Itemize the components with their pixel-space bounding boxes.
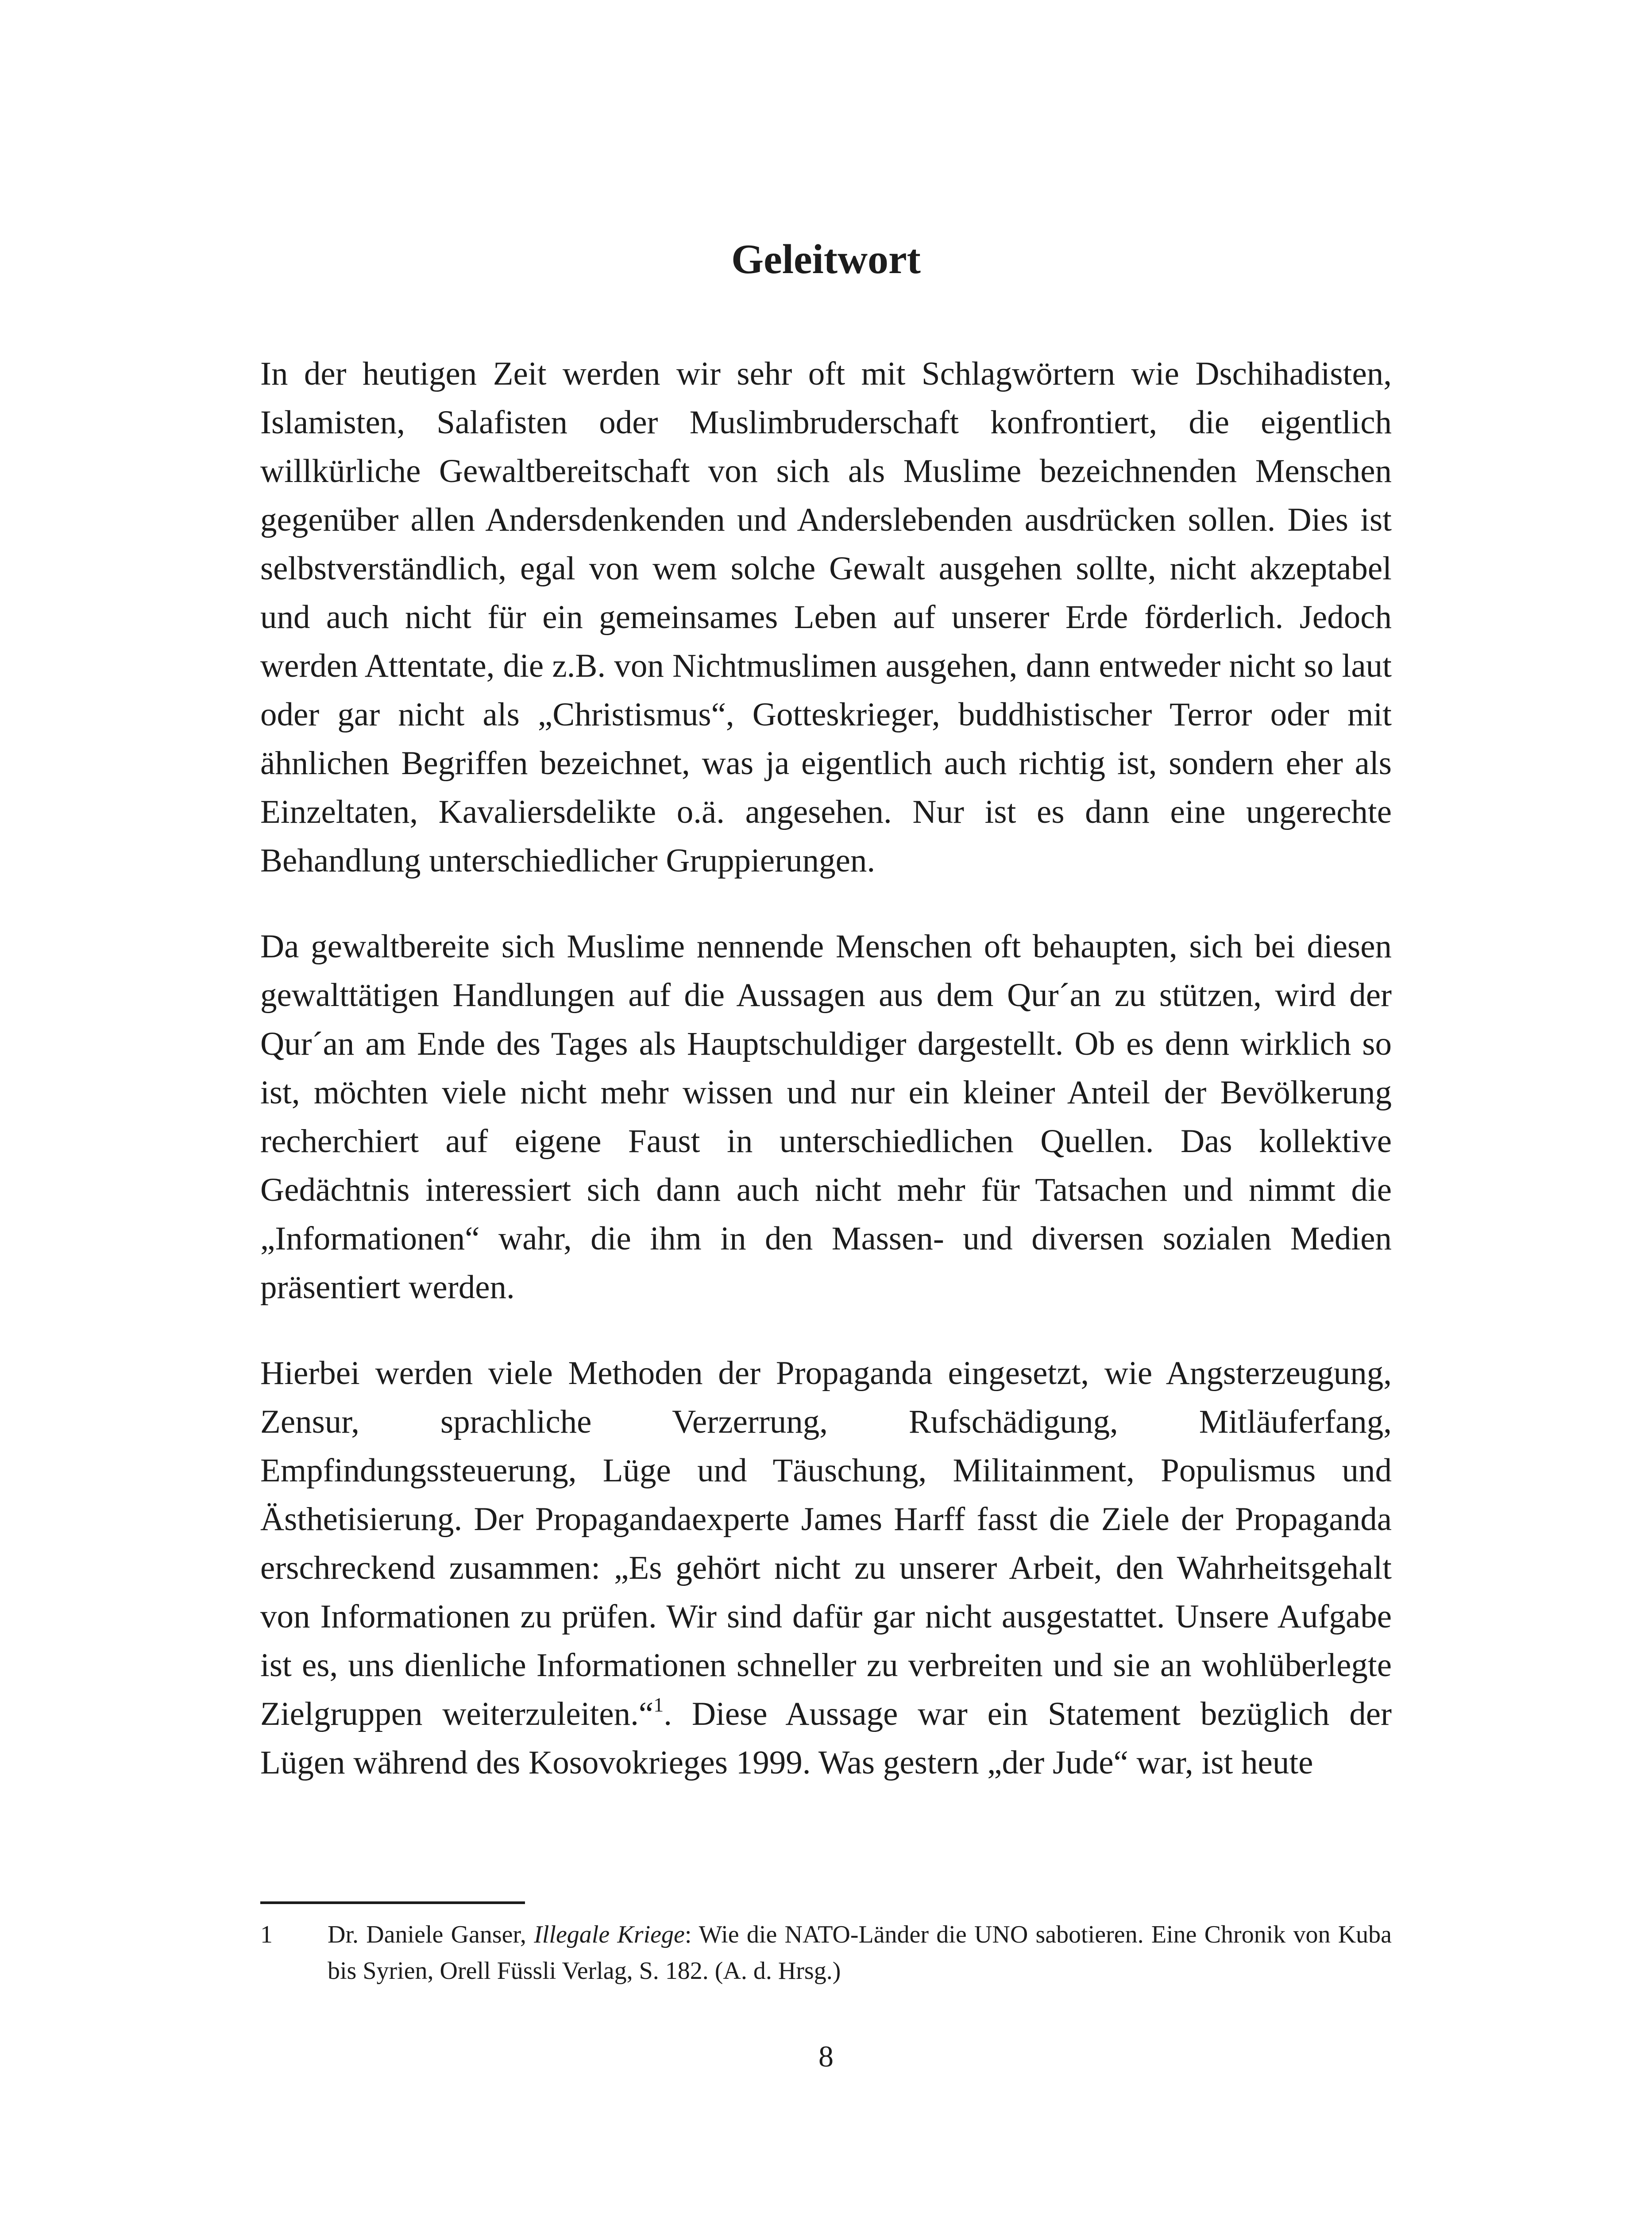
paragraph-3-text-after-ref: . Diese Aussage war ein Statement bezüglich der Lügen während des Kosovokrieges 1999. Was gestern „der Jude“ war, ist heute bbox=[260, 1696, 1392, 1781]
footnote bbox=[260, 1916, 1392, 1989]
footnote-divider bbox=[260, 1901, 525, 1904]
footnote-rest: : Wie die NATO-Länder die UNO sabotieren. Eine Chronik von Kuba bis Syrien, Orell Füssli Verlag, S. 182. (A. d. Hrsg.) bbox=[328, 1921, 1392, 1985]
page-title: Geleitwort bbox=[731, 236, 921, 282]
footnote-book-title: Illegale Kriege bbox=[534, 1921, 685, 1948]
footnote-author: Dr. Daniele Ganser, bbox=[328, 1921, 526, 1948]
paragraph-2: Da gewaltbereite sich Muslime nennende Menschen oft behaupten, sich bei diesen gewalttätigen Handlungen auf die Aussagen aus dem Qur´an zu stützen, wird der Qur´an am Ende des Tages als Hauptschuldiger dargestellt. Ob es denn wirklich so ist, möchten viele nicht mehr wissen und nur ein kleiner Anteil der Bevölkerung recherchiert auf eigene Faust in unterschiedlichen Quellen. Das kollektive Gedächtnis interessiert sich dann auch nicht mehr für Tatsachen und nimmt die „Informationen“ wahr, die ihm in den Massen- und diversen sozialen Medien präsentiert werden. bbox=[260, 928, 1392, 1306]
footnote-text bbox=[328, 1916, 1392, 1989]
paragraph-3 bbox=[260, 1349, 1392, 1787]
footnote-number: 1 bbox=[260, 1921, 273, 1948]
paragraph-3-text-before-ref: Hierbei werden viele Methoden der Propaganda eingesetzt, wie Angsterzeugung, Zensur, sprachliche Verzerrung, Rufschädigung, Mitläuferfang, Empfindungssteuerung, Lüge und Täuschung, Militainment, Populismus und Ästhetisierung. Der Propagandaexperte James Harff fasst die Ziele der Propaganda erschreckend zusammen: „Es gehört nicht zu unserer Arbeit, den Wahrheitsgehalt von Informationen zu prüfen. Wir sind dafür gar nicht ausgestattet. Unsere Aufgabe ist es, uns dienliche Informationen schneller zu verbreiten und sie an wohlüberlegte Zielgruppen weiterzuleiten.“ bbox=[260, 1355, 1392, 1732]
footnote-reference[interactable]: 1 bbox=[653, 1693, 664, 1716]
body-text bbox=[260, 350, 1392, 1787]
page-number: 8 bbox=[818, 2040, 834, 2073]
paragraph-1: In der heutigen Zeit werden wir sehr oft mit Schlagwörtern wie Dschihadisten, Islamisten, Salafisten oder Muslimbruderschaft konfrontiert, die eigentlich willkürliche Gewaltbereitschaft von sich als Muslime bezeichnenden Menschen gegenüber allen Andersdenkenden und Anderslebenden ausdrücken sollen. Dies ist selbstverständlich, egal von wem solche Gewalt ausgehen sollte, nicht akzeptabel und auch nicht für ein gemeinsames Leben auf unserer Erde förderlich. Jedoch werden Attentate, die z.B. von Nichtmuslimen ausgehen, dann entweder nicht so laut oder gar nicht als „Christismus“, Gotteskrieger, buddhistischer Terror oder mit ähnlichen Begriffen bezeichnet, was ja eigentlich auch richtig ist, sondern eher als Einzeltaten, Kavaliersdelikte o.ä. angesehen. Nur ist es dann eine ungerechte Behandlung unterschiedlicher Gruppierungen. bbox=[260, 355, 1392, 879]
